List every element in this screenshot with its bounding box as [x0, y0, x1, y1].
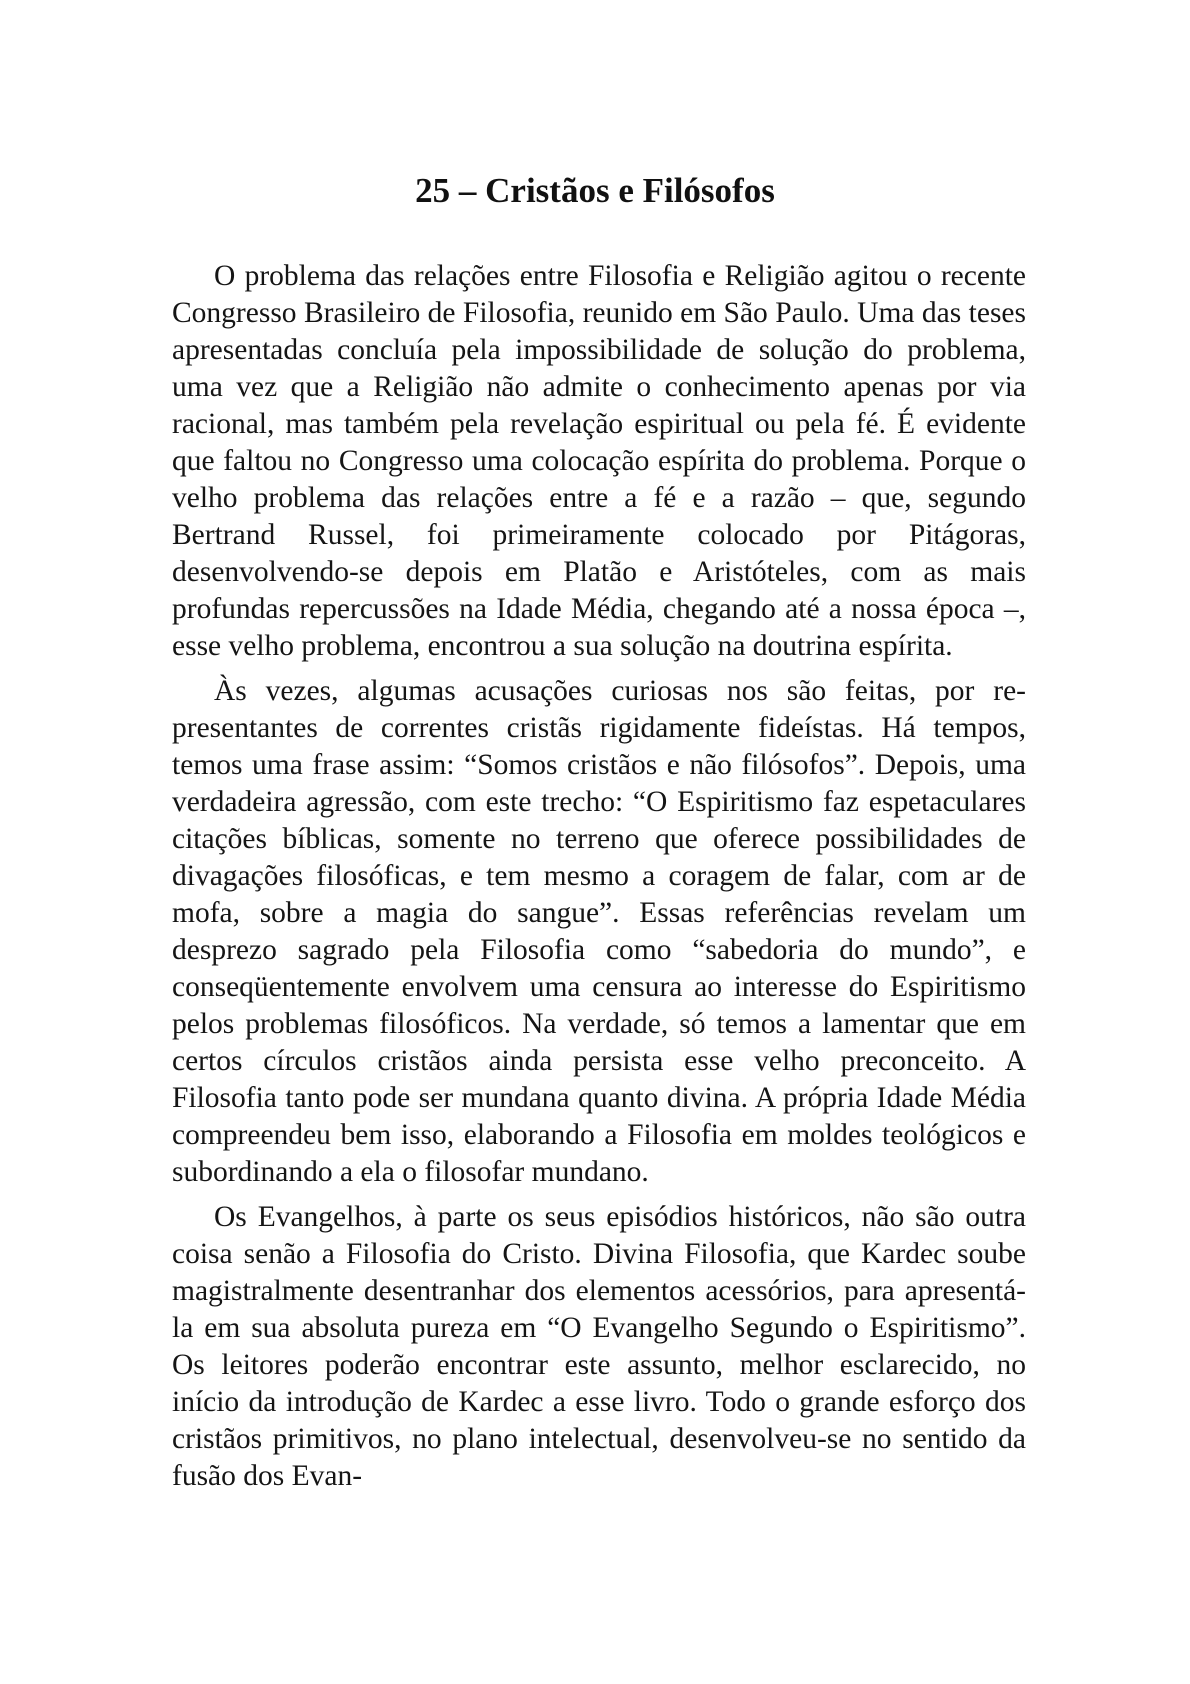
paragraph-2: Às vezes, algumas acusações curiosas nos são feitas, por representantes de correntes cristãs rigidamente fideístas. Há tempos, temos uma frase assim: “Somos cristãos e não filósofos”. Depois, uma verdadeira agressão, com este trecho: “O Espiritismo faz espetaculares citações bíblicas, somente no terreno que oferece possibilidades de divagações filosóficas, e tem mesmo a coragem de falar, com ar de mofa, sobre a magia do sangue”. Essas referências revelam um desprezo sagrado pela Filosofia como “sabedoria do mundo”, e conseqüentemente envolvem uma censura ao interesse do Espiritismo pelos problemas filosóficos. Na verdade, só temos a lamentar que em certos círculos cristãos ainda persista esse velho preconceito. A Filosofia tanto pode ser mundana quanto divina. A própria Idade Média compreendeu bem isso, elaborando a Filosofia em moldes teológicos e subordinando a ela o filosofar mundano.: [172, 675, 1026, 1188]
paragraph-1: O problema das relações entre Filosofia e Religião agitou o recente Congresso Brasileiro de Filosofia, reunido em São Paulo. Uma das teses apresentadas concluía pela impossibilidade de solução do problema, uma vez que a Religião não admite o conhecimento apenas por via racional, mas também pela revelação espiritual ou pela fé. É evidente que faltou no Congresso uma colocação espírita do problema. Porque o velho problema das relações entre a fé e a razão – que, segundo Bertrand Russel, foi primeiramente colocado por Pitágoras, desenvolvendo-se depois em Platão e Aristóteles, com as mais profundas repercussões na Idade Média, chegando até a nossa época –, esse velho problema, encontrou a sua solução na doutrina espírita.: [172, 260, 1026, 662]
chapter-title: 25 – Cristãos e Filósofos: [415, 171, 775, 210]
paragraph-3: Os Evangelhos, à parte os seus episódios históricos, não são outra coisa senão a Filosofia do Cristo. Divina Filosofia, que Kardec soube magistralmente desentranhar dos elementos acessórios, para apresentá-la em sua absoluta pureza em “O Evangelho Segundo o Espiritismo”. Os leitores poderão encontrar este assunto, melhor esclarecido, no início da introdução de Kardec a esse livro. Todo o grande esforço dos cristãos primitivos, no plano intelectual, desenvolveu-se no sentido da fusão dos Evan-: [172, 1201, 1026, 1492]
chapter-body: [172, 258, 1026, 1503]
